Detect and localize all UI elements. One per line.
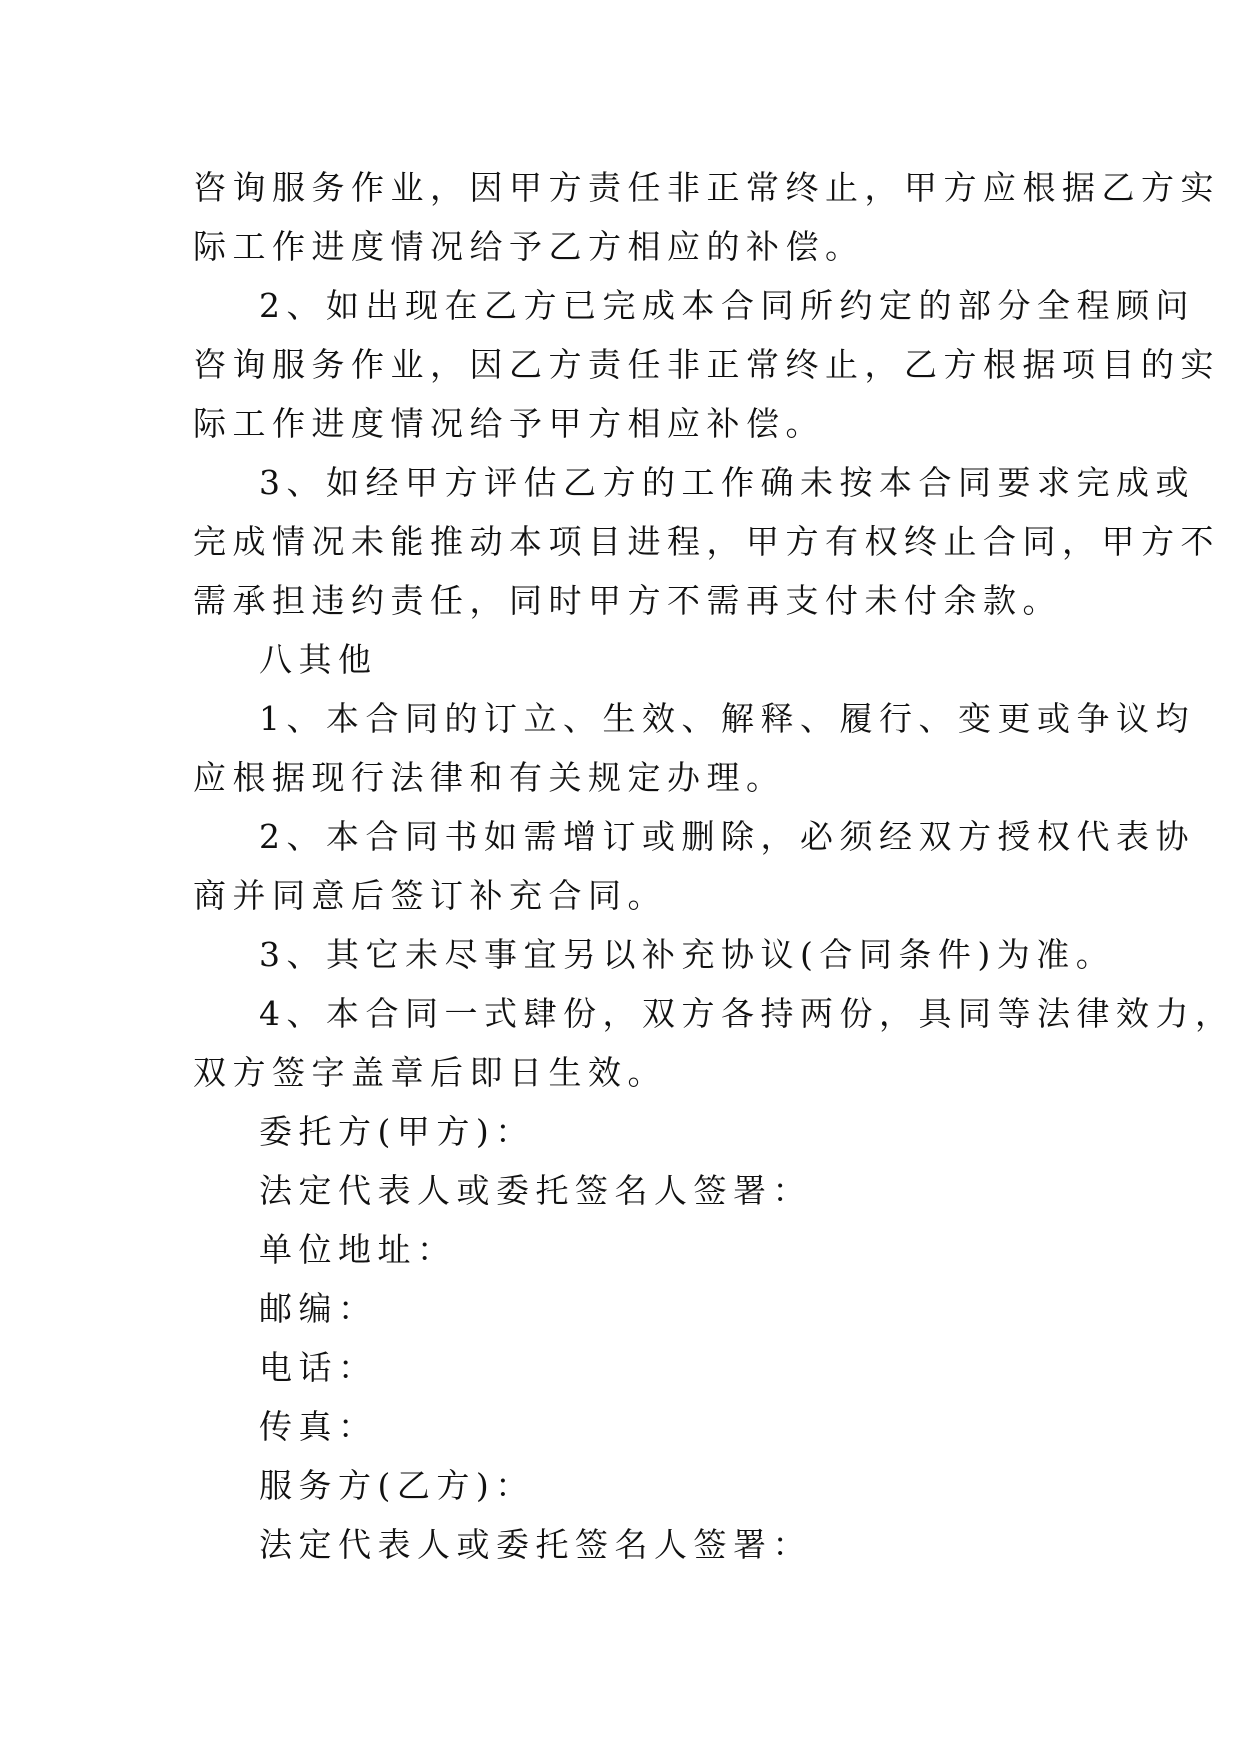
signature-field-label: 邮编： [259, 1289, 378, 1328]
text-line: 咨询服务作业，因乙方责任非正常终止，乙方根据项目的实 [193, 345, 1220, 384]
text-line: 4、本合同一式肆份，双方各持两份，具同等法律效力， [259, 994, 1235, 1033]
signature-field-label: 传真： [259, 1407, 378, 1446]
signature-field-label: 法定代表人或委托签名人签署： [259, 1171, 812, 1210]
signature-field-label: 服务方(乙方)： [259, 1466, 535, 1505]
signature-field-label: 单位地址： [259, 1230, 457, 1269]
text-line: 际工作进度情况给予甲方相应补偿。 [193, 404, 825, 443]
text-line: 需承担违约责任，同时甲方不需再支付未付余款。 [193, 581, 1062, 620]
text-line: 1、本合同的订立、生效、解释、履行、变更或争议均 [259, 699, 1195, 738]
text-line: 2、如出现在乙方已完成本合同所约定的部分全程顾问 [259, 286, 1195, 325]
signature-field-label: 电话： [259, 1348, 378, 1387]
contract-text [193, 158, 1235, 1574]
text-line: 咨询服务作业，因甲方责任非正常终止，甲方应根据乙方实 [193, 168, 1220, 207]
text-line: 际工作进度情况给予乙方相应的补偿。 [193, 227, 865, 266]
text-line: 应根据现行法律和有关规定办理。 [193, 758, 786, 797]
signature-field-label: 法定代表人或委托签名人签署： [259, 1525, 812, 1564]
text-line: 双方签字盖章后即日生效。 [193, 1053, 667, 1092]
text-line: 2、本合同书如需增订或删除，必须经双方授权代表协 [259, 817, 1195, 856]
text-line: 完成情况未能推动本项目进程，甲方有权终止合同，甲方不 [193, 522, 1220, 561]
signature-field-label: 委托方(甲方)： [259, 1112, 535, 1151]
text-line: 3、其它未尽事宜另以补充协议(合同条件)为准。 [259, 935, 1116, 974]
text-line: 3、如经甲方评估乙方的工作确未按本合同要求完成或 [259, 463, 1195, 502]
text-line: 商并同意后签订补充合同。 [193, 876, 667, 915]
section-heading: 八其他 [259, 640, 378, 679]
